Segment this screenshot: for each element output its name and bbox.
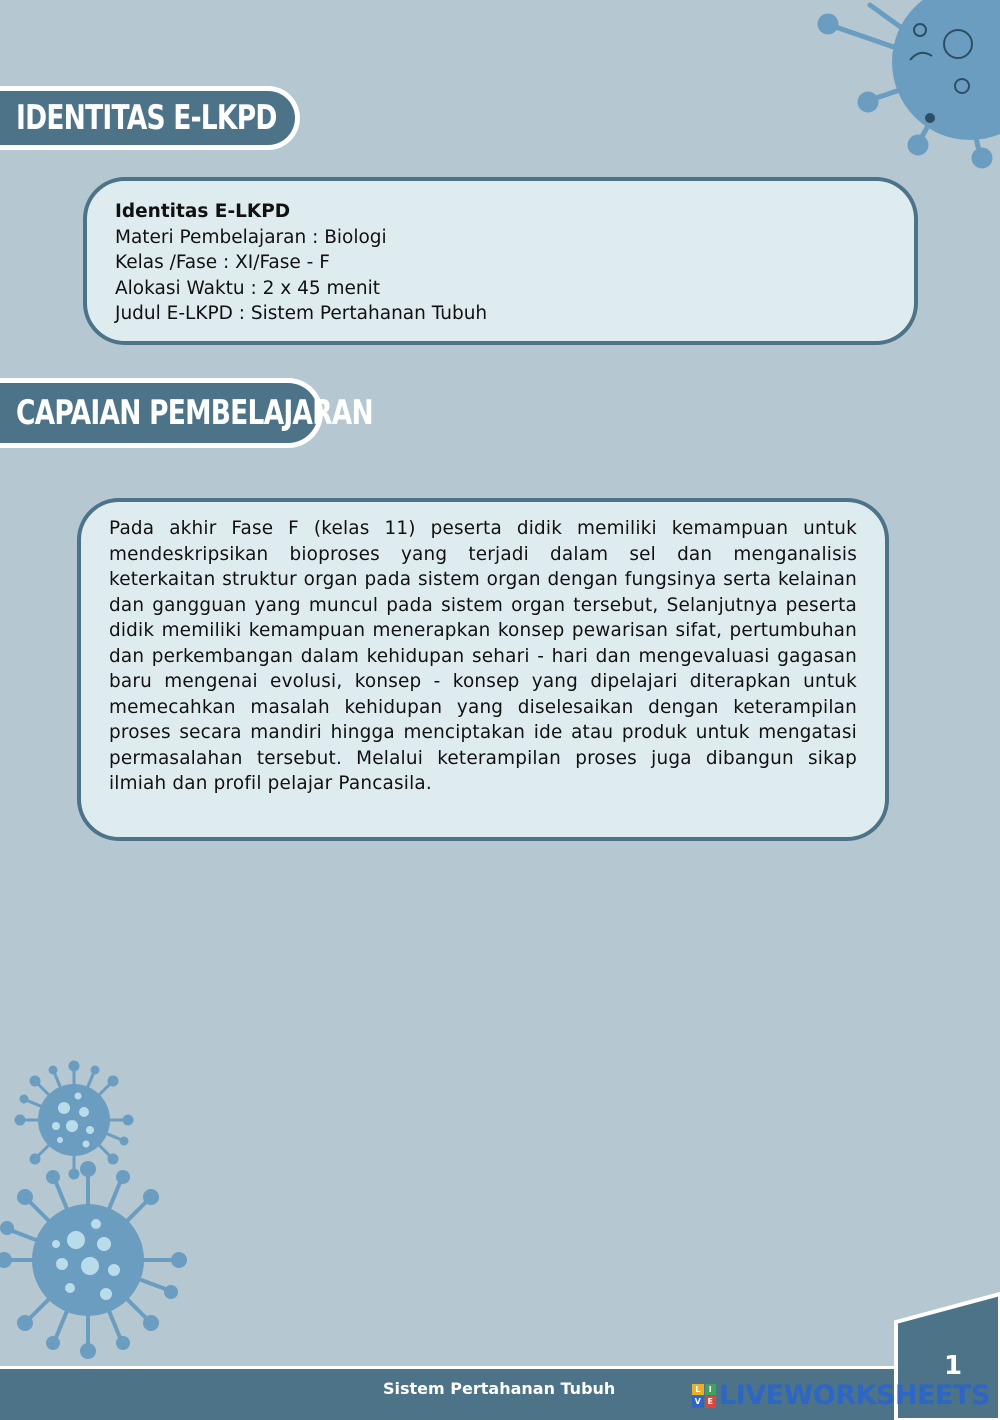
identity-line-judul: Judul E-LKPD : Sistem Pertahanan Tubuh xyxy=(115,303,488,324)
liveworksheets-text: LIVEWORKSHEETS xyxy=(719,1380,990,1411)
capaian-text: Pada akhir Fase F (kelas 11) peserta didik memiliki kemampuan untuk mendeskripsikan bioproses yang terjadi dalam sel dan menganalisis keterkaitan struktur organ pada sistem organ dengan fungsinya serta kelainan dan gangguan yang muncul pada sistem organ tersebut, Selanjutnya peserta didik memiliki kemampuan menerapkan konsep pewarisan sifat, pertumbuhan dan perkembangan dalam kehidupan sehari - hari dan mengevaluasi gagasan baru mengenai evolusi, konsep - konsep yang dipelajari diterapkan untuk memecahkan masalah kehidupan yang diselesaikan dengan keterampilan proses secara mandiri hingga menciptakan ide atau produk untuk mengatasi permasalahan tersebut. Melalui keterampilan proses juga dibangun sikap ilmiah dan profil pelajar Pancasila. xyxy=(109,518,857,794)
identity-line-kelas: Kelas /Fase : XI/Fase - F xyxy=(115,252,330,273)
identity-line-materi: Materi Pembelajaran : Biologi xyxy=(115,226,387,248)
section-heading-capaian-text: CAPAIAN PEMBELAJARAN xyxy=(16,393,373,433)
page-number: 1 xyxy=(944,1351,963,1381)
capaian-card xyxy=(77,498,889,841)
logo-letter: V xyxy=(692,1396,704,1408)
section-heading-capaian xyxy=(0,378,373,448)
section-heading-identity xyxy=(0,86,300,150)
logo-letter: I xyxy=(705,1384,717,1396)
footer-title: Sistem Pertahanan Tubuh xyxy=(383,1379,616,1398)
identity-card xyxy=(83,177,918,345)
identity-line-alokasi: Alokasi Waktu : 2 x 45 menit xyxy=(115,277,381,299)
virus-icon xyxy=(0,1160,190,1360)
section-heading-identity-text: IDENTITAS E-LKPD xyxy=(16,98,277,138)
logo-letter: L xyxy=(692,1384,704,1396)
logo-letter: E xyxy=(705,1396,717,1408)
identity-title: Identitas E-LKPD xyxy=(115,201,291,222)
liveworksheets-watermark[interactable] xyxy=(692,1380,990,1411)
liveworksheets-logo-icon xyxy=(692,1384,716,1408)
virus-icon xyxy=(810,0,1000,170)
